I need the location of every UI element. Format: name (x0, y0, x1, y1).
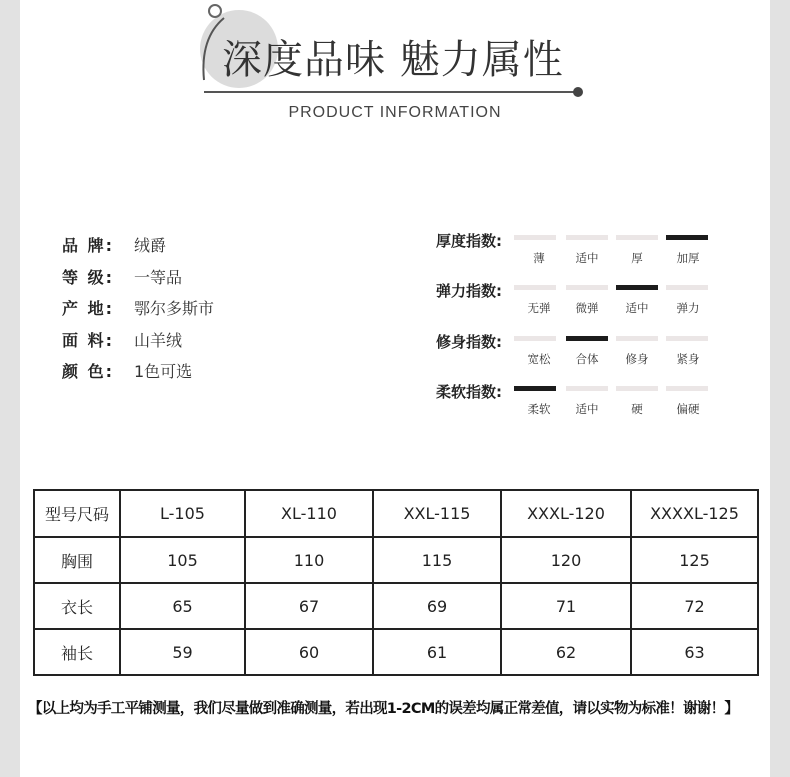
attribute-label: 颜 色: (62, 362, 114, 382)
index-option-label: 柔软 (527, 402, 551, 416)
attribute-brand (62, 229, 214, 261)
table-cell: 袖长 (34, 629, 120, 675)
index-bar (616, 235, 658, 240)
measurement-note: 【以上均为手工平铺测量，我们尽量做到准确测量，若出现1-2CM的误差均属正常差值，请以实物为标准！谢谢！】 (28, 701, 739, 717)
header-ring-icon (208, 4, 222, 18)
table-cell: 67 (245, 583, 373, 629)
index-option-label: 适中 (575, 402, 599, 416)
index-bar-selected (514, 386, 556, 391)
attribute-label: 产 地: (62, 299, 114, 319)
table-cell: 120 (501, 537, 631, 583)
attribute-grade (62, 261, 214, 293)
index-option-label: 宽松 (527, 352, 551, 366)
index-option-label: 合体 (575, 352, 599, 366)
table-cell: 62 (501, 629, 631, 675)
size-table (33, 489, 759, 676)
index-bar (514, 285, 556, 290)
index-bar (566, 285, 608, 290)
index-bar (666, 285, 708, 290)
table-cell: 125 (631, 537, 758, 583)
header-divider (204, 91, 574, 93)
table-row (34, 583, 758, 629)
table-cell: 63 (631, 629, 758, 675)
product-attributes (62, 229, 214, 387)
attribute-value: 山羊绒 (134, 330, 183, 350)
attribute-label: 面 料: (62, 330, 114, 350)
index-option-label: 无弹 (527, 301, 551, 315)
page-title: 深度品味 魅力属性 (222, 37, 564, 83)
table-cell: 65 (120, 583, 245, 629)
table-header-cell: 型号尺码 (34, 490, 120, 537)
table-cell: 69 (373, 583, 501, 629)
index-option-label: 偏硬 (676, 402, 700, 416)
table-cell: 115 (373, 537, 501, 583)
table-cell: 61 (373, 629, 501, 675)
index-option-label: 薄 (533, 251, 545, 265)
table-row (34, 537, 758, 583)
table-cell: 60 (245, 629, 373, 675)
attribute-fabric (62, 324, 214, 356)
index-bar (666, 386, 708, 391)
index-option-label: 修身 (625, 352, 649, 366)
product-info-sheet (20, 0, 770, 777)
page-subtitle: PRODUCT INFORMATION (288, 104, 502, 121)
header-divider-dot (573, 87, 583, 97)
index-option-label: 适中 (625, 301, 649, 315)
table-header-cell: XXXXL-125 (631, 490, 758, 537)
attribute-value: 鄂尔多斯市 (134, 299, 215, 319)
table-cell: 胸围 (34, 537, 120, 583)
index-option-label: 适中 (575, 251, 599, 265)
table-cell: 72 (631, 583, 758, 629)
index-bar (616, 386, 658, 391)
table-header-cell: XXXL-120 (501, 490, 631, 537)
index-bar (666, 336, 708, 341)
index-option-label: 微弹 (575, 301, 599, 315)
index-label: 厚度指数: (436, 232, 502, 250)
index-bar (514, 336, 556, 341)
table-header-cell: L-105 (120, 490, 245, 537)
table-header-cell: XL-110 (245, 490, 373, 537)
table-cell: 71 (501, 583, 631, 629)
table-row (34, 629, 758, 675)
index-bar (566, 235, 608, 240)
attribute-color (62, 355, 214, 387)
table-cell: 105 (120, 537, 245, 583)
attribute-label: 等 级: (62, 267, 114, 287)
table-header-cell: XXL-115 (373, 490, 501, 537)
table-header-row (34, 490, 758, 537)
attribute-origin (62, 292, 214, 324)
index-option-label: 硬 (631, 402, 643, 416)
index-option-label: 加厚 (676, 251, 700, 265)
index-option-label: 紧身 (676, 352, 700, 366)
index-bar (514, 235, 556, 240)
index-option-label: 厚 (631, 251, 643, 265)
index-label: 柔软指数: (436, 383, 502, 401)
attribute-label: 品 牌: (62, 236, 114, 256)
index-label: 修身指数: (436, 333, 502, 351)
index-label: 弹力指数: (436, 282, 502, 300)
attribute-value: 绒爵 (134, 236, 167, 256)
index-bar-selected (616, 285, 658, 290)
table-cell: 110 (245, 537, 373, 583)
index-option-label: 弹力 (676, 301, 700, 315)
attribute-value: 1色可选 (134, 362, 193, 382)
attribute-value: 一等品 (134, 267, 183, 287)
table-cell: 59 (120, 629, 245, 675)
index-bar (566, 386, 608, 391)
index-bar (616, 336, 658, 341)
table-cell: 衣长 (34, 583, 120, 629)
index-bar-selected (666, 235, 708, 240)
index-bar-selected (566, 336, 608, 341)
